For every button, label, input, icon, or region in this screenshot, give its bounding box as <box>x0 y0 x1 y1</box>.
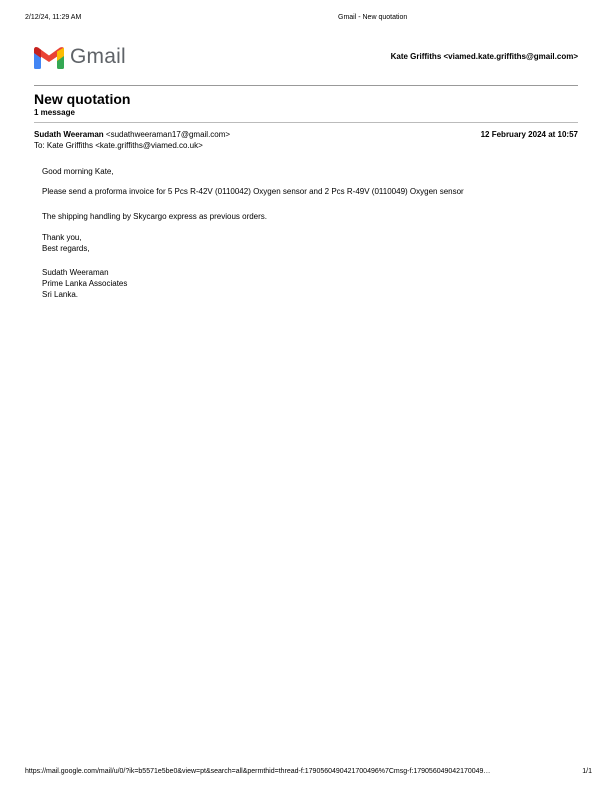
gmail-logo <box>34 44 134 70</box>
print-header <box>25 14 592 26</box>
print-datetime: 2/12/24, 11:29 AM <box>25 14 82 21</box>
sender-name: Sudath Weeraman <box>34 130 104 139</box>
thread-subject: New quotation <box>34 91 131 107</box>
message-count: 1 message <box>34 108 75 117</box>
header-divider <box>34 85 578 86</box>
gmail-wordmark: Gmail <box>70 45 126 68</box>
body-shipping: The shipping handling by Skycargo express as previous orders. <box>42 212 268 221</box>
signature-company: Prime Lanka Associates <box>42 279 128 288</box>
signature-name: Sudath Weeraman <box>42 268 109 277</box>
body-request: Please send a proforma invoice for 5 Pcs R-42V (0110042) Oxygen sensor and 2 Pcs R-49V (0110049) Oxygen sensor <box>42 187 464 196</box>
body-thanks: Thank you, <box>42 233 82 242</box>
sent-date: 12 February 2024 at 10:57 <box>480 130 578 139</box>
body-greeting: Good morning Kate, <box>42 167 114 176</box>
signature-country: Sri Lanka. <box>42 290 79 299</box>
account-label: Kate Griffiths <viamed.kate.griffiths@gmail.com> <box>390 52 578 61</box>
sender-line <box>34 130 230 139</box>
gmail-m-icon <box>34 46 64 69</box>
body-regards: Best regards, <box>42 244 90 253</box>
subject-divider <box>34 122 578 123</box>
recipient-line: To: Kate Griffiths <kate.griffiths@viamed.co.uk> <box>34 141 203 150</box>
footer-url: https://mail.google.com/mail/u/0/?ik=b5571e5be0&view=pt&search=all&permthid=thread-f:1790560490421700496%7Cmsg-f:179056049042170049… <box>25 768 491 775</box>
footer-page-number: 1/1 <box>582 768 592 775</box>
sender-email: <sudathweeraman17@gmail.com> <box>105 130 231 139</box>
print-page-title: Gmail - New quotation <box>338 14 408 21</box>
